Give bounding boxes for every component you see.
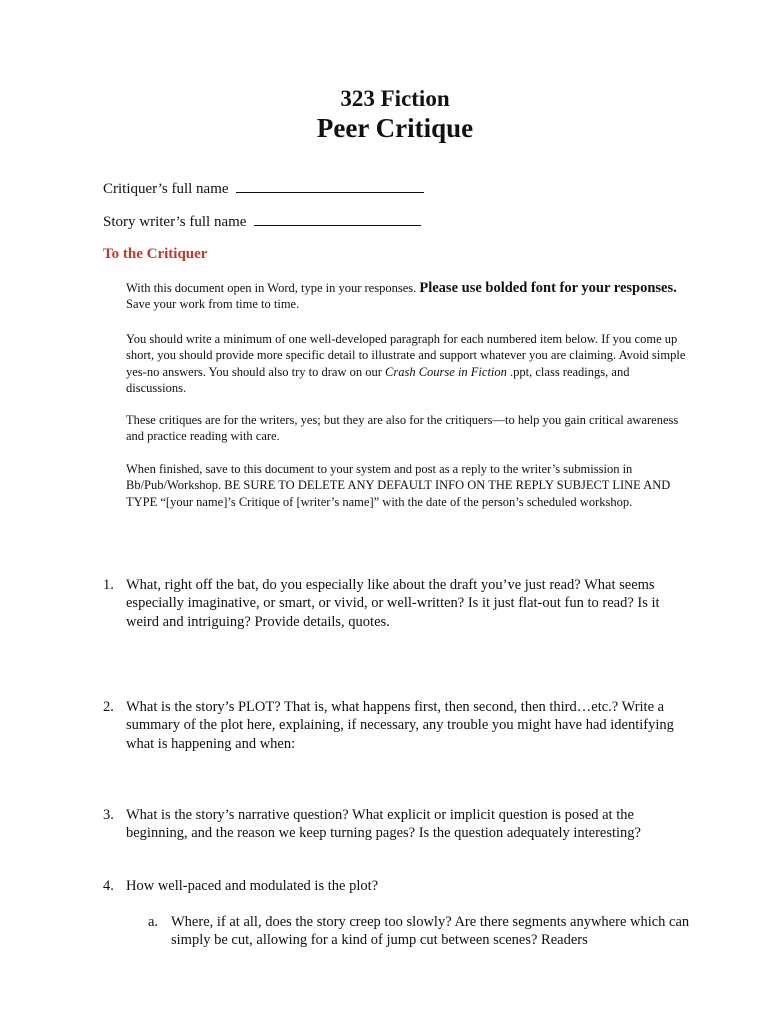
instruction-paragraph-4: When finished, save to this document to your system and post as a reply to the writer’s submission in Bb/Pub/Workshop. BE SURE TO DELETE ANY DEFAULT INFO ON THE REPLY SUBJECT LINE AND TYPE “[your name]’s Critique of [writer’s name]” with the date of the person’s scheduled workshop. bbox=[126, 462, 671, 509]
page-title: Peer Critique bbox=[316, 113, 474, 143]
instruction-paragraph-1 bbox=[126, 280, 691, 313]
question-1 bbox=[103, 576, 693, 631]
question-number: 4. bbox=[103, 878, 114, 894]
critiquer-name-label: Critiquer’s full name bbox=[103, 181, 229, 197]
instruction-1-start: With this document open in Word, type in your responses. bbox=[126, 281, 420, 295]
subquestion-text: Where, if at all, does the story creep too slowly? Are there segments anywhere which can simply be cut, allowing for a kind of jump cut between scenes? Readers bbox=[171, 914, 690, 949]
to-critiquer-heading: To the Critiquer bbox=[103, 246, 208, 262]
critiquer-name-blank[interactable] bbox=[236, 179, 424, 193]
question-text: What is the story’s PLOT? That is, what happens first, then second, then third…etc.? Write a summary of the plot here, explaining, if necessary, any trouble you might have had identifying what is happening and when: bbox=[126, 699, 674, 752]
question-text: What is the story’s narrative question? What explicit or implicit question is posed at the beginning, and the reason we keep turning pages? Is the question adequately interesting? bbox=[126, 807, 641, 842]
writer-name-label: Story writer’s full name bbox=[103, 214, 247, 230]
question-text: What, right off the bat, do you especially like about the draft you’ve just read? What seems especially imaginative, or smart, or vivid, or well-written? Is it just flat-out fun to read? Is it weird and intriguing? Provide details, quotes. bbox=[126, 577, 660, 630]
instruction-1-end: Save your work from time to time. bbox=[126, 297, 300, 312]
subquestion-letter: a. bbox=[148, 914, 159, 930]
instruction-2-italic: Crash Course in Fiction bbox=[385, 364, 507, 379]
question-3 bbox=[103, 806, 693, 843]
critiquer-name-field[interactable] bbox=[103, 179, 424, 198]
instruction-1-bold: Please use bolded font for your responses. bbox=[419, 280, 677, 296]
question-text: How well-paced and modulated is the plot? bbox=[126, 878, 379, 894]
question-2 bbox=[103, 698, 693, 753]
question-number: 3. bbox=[103, 807, 114, 823]
instruction-paragraph-3: These critiques are for the writers, yes; but they are also for the critiquers—to help you gain critical awareness and practice reading with care. bbox=[126, 413, 679, 444]
writer-name-blank[interactable] bbox=[254, 212, 421, 226]
instruction-2-start: You should write a minimum of one well-developed paragraph for each numbered item below. If you come up short, you should provide more specific detail to illustrate and support whatever you are claiming. Avoid simple yes-no answers. You should also try to draw on our bbox=[126, 332, 686, 379]
question-number: 2. bbox=[103, 699, 114, 715]
question-number: 1. bbox=[103, 577, 114, 593]
subquestion-4a bbox=[148, 913, 693, 950]
instruction-2-end: .ppt, class readings, and discussions. bbox=[126, 364, 630, 395]
course-title: 323 Fiction bbox=[340, 86, 450, 111]
question-4 bbox=[103, 877, 693, 895]
instruction-paragraph-2 bbox=[126, 331, 691, 396]
writer-name-field[interactable] bbox=[103, 212, 421, 231]
